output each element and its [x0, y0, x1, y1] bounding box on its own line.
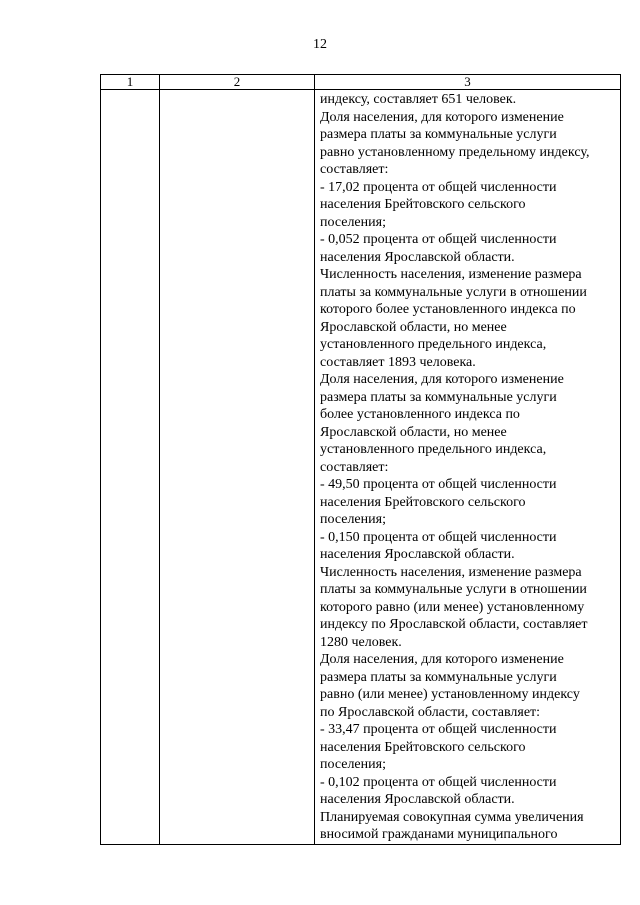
text-line: - 17,02 процента от общей численности: [320, 179, 557, 195]
text-line: населения Ярославской области.: [320, 547, 515, 562]
text-line: размера платы за коммунальные услуги: [320, 127, 557, 142]
text-line: поселения;: [320, 214, 386, 230]
text-line: индексу, составляет 651 человек.: [320, 92, 517, 107]
cell-col-2: [160, 90, 315, 845]
cell-col-1: [101, 90, 160, 845]
text-line: населения Ярославской области.: [320, 249, 515, 265]
text-line: платы за коммунальные услуги в отношении: [320, 284, 587, 300]
text-line: Численность населения, изменение размера: [320, 267, 582, 282]
text-line: индексу по Ярославской области, составляет: [320, 617, 588, 632]
text-line: Доля населения, для которого изменение: [320, 109, 564, 125]
text-line: - 49,50 процента от общей численности: [320, 477, 557, 492]
text-line: Численность населения, изменение размера: [320, 564, 582, 580]
table-row: [101, 90, 621, 845]
cell-col-3: [315, 90, 621, 845]
text-line: поселения;: [320, 512, 386, 527]
text-line: - 0,052 процента от общей численности: [320, 232, 557, 247]
text-line: размера платы за коммунальные услуги: [320, 669, 557, 685]
text-line: населения Ярославской области.: [320, 792, 515, 807]
text-line: населения Брейтовского сельского: [320, 494, 526, 510]
text-line: населения Брейтовского сельского: [320, 739, 526, 755]
text-line: составляет:: [320, 459, 389, 475]
text-line: равно установленному предельному индексу,: [320, 144, 590, 160]
page-number: 12: [313, 37, 327, 52]
text-line: установленного предельного индекса,: [320, 337, 547, 352]
text-line: которого равно (или менее) установленному: [320, 599, 585, 615]
text-line: Доля населения, для которого изменение: [320, 372, 564, 387]
text-line: составляет:: [320, 162, 389, 177]
document-table: [100, 74, 621, 845]
text-line: 1280 человек.: [320, 634, 402, 650]
text-line: Планируемая совокупная сумма увеличения: [320, 809, 584, 825]
text-line: равно (или менее) установленному индексу: [320, 687, 580, 702]
column-header-3: 3: [315, 75, 621, 90]
text-line: - 0,150 процента от общей численности: [320, 529, 557, 545]
text-line: платы за коммунальные услуги в отношении: [320, 582, 587, 597]
text-line: Ярославской области, но менее: [320, 424, 507, 440]
text-line: населения Брейтовского сельского: [320, 197, 526, 212]
text-line: которого более установленного индекса по: [320, 302, 576, 317]
text-line: - 33,47 процента от общей численности: [320, 722, 557, 737]
text-line: составляет 1893 человека.: [320, 354, 476, 370]
cell-text-block: [315, 90, 620, 844]
text-line: вносимой гражданами муниципального: [320, 827, 558, 842]
column-header-2: 2: [160, 75, 315, 90]
text-line: Доля населения, для которого изменение: [320, 652, 564, 667]
column-header-1: 1: [101, 75, 160, 90]
table-header-row: [101, 75, 621, 90]
text-line: установленного предельного индекса,: [320, 442, 547, 457]
text-line: по Ярославской области, составляет:: [320, 704, 541, 720]
text-line: - 0,102 процента от общей численности: [320, 774, 557, 790]
text-line: размера платы за коммунальные услуги: [320, 389, 557, 405]
text-line: поселения;: [320, 757, 386, 772]
text-line: более установленного индекса по: [320, 407, 520, 422]
text-line: Ярославской области, но менее: [320, 319, 507, 335]
